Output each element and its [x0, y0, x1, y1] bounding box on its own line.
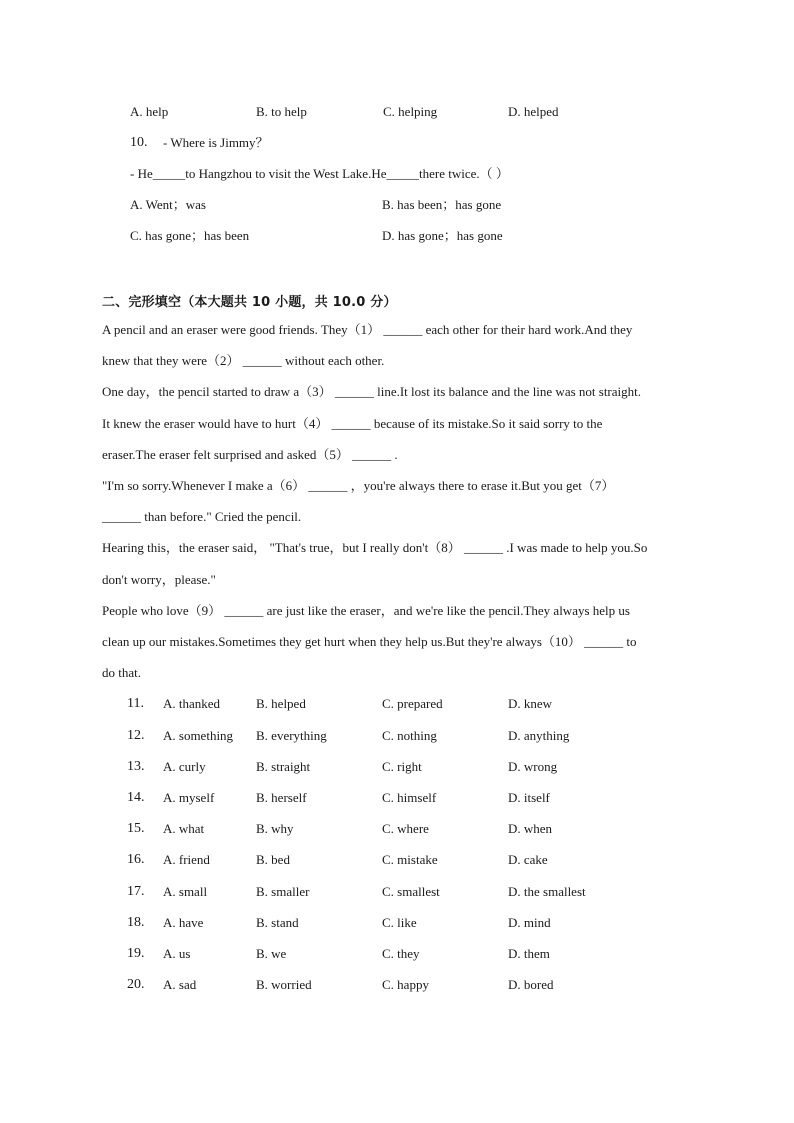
option-b: B. why — [256, 821, 294, 836]
option-d: D. itself — [508, 790, 550, 805]
passage-line: It knew the eraser would have to hurt（4） ______ because of its mistake.So it said sorry to the — [102, 416, 603, 431]
passage-line: do that. — [102, 665, 141, 680]
passage-line: One day，the pencil started to draw a（3） ______ line.It lost its balance and the line was not straight. — [102, 384, 642, 399]
question-number: 11. — [127, 696, 144, 711]
q10-option-c: C. has gone；has been — [130, 228, 250, 243]
q9-option-c: C. helping — [383, 104, 438, 119]
option-b: B. herself — [256, 790, 307, 805]
option-c: C. mistake — [382, 852, 438, 867]
option-b: B. straight — [256, 759, 311, 774]
q10-line2: - He_____to Hangzhou to visit the West Lake.He_____there twice.（ ） — [130, 166, 509, 181]
q10-option-a: A. Went；was — [130, 197, 206, 212]
option-a: A. myself — [163, 790, 215, 805]
option-d: D. when — [508, 821, 553, 836]
option-d: D. them — [508, 946, 550, 961]
option-a: A. something — [163, 728, 234, 743]
option-a: A. curly — [163, 759, 206, 774]
option-c: C. prepared — [382, 696, 443, 711]
question-number: 18. — [127, 915, 145, 930]
passage-line: knew that they were（2） ______ without each other. — [102, 353, 385, 368]
option-c: C. like — [382, 915, 417, 930]
option-a: A. small — [163, 884, 208, 899]
option-d: D. mind — [508, 915, 551, 930]
option-d: D. cake — [508, 852, 548, 867]
option-b: B. worried — [256, 977, 312, 992]
option-b: B. stand — [256, 915, 299, 930]
question-number: 14. — [127, 790, 145, 805]
passage-line: A pencil and an eraser were good friends. They（1） ______ each other for their hard work.And they — [102, 322, 633, 337]
option-c: C. himself — [382, 790, 437, 805]
option-c: C. they — [382, 946, 420, 961]
passage-line: eraser.The eraser felt surprised and asked（5） ______ . — [102, 447, 398, 462]
option-d: D. knew — [508, 696, 553, 711]
passage-line: "I'm so sorry.Whenever I make a（6） ______ ，you're always there to erase it.But you get（7） — [102, 478, 615, 493]
option-a: A. thanked — [163, 696, 221, 711]
passage-line: clean up our mistakes.Sometimes they get hurt when they help us.But they're always（10） ______ to — [102, 634, 637, 649]
option-b: B. smaller — [256, 884, 310, 899]
question-number: 17. — [127, 884, 145, 899]
option-d: D. anything — [508, 728, 570, 743]
question-number: 19. — [127, 946, 145, 961]
passage-line: Hearing this，the eraser said， "That's true，but I really don't（8） ______ .I was made to help you.So — [102, 540, 648, 555]
option-b: B. bed — [256, 852, 290, 867]
q9-option-d: D. helped — [508, 104, 559, 119]
q10-option-d: D. has gone；has gone — [382, 228, 503, 243]
question-number: 12. — [127, 728, 145, 743]
option-d: D. the smallest — [508, 884, 586, 899]
question-number: 13. — [127, 759, 145, 774]
question-number: 15. — [127, 821, 145, 836]
question-number: 16. — [127, 852, 145, 867]
option-d: D. bored — [508, 977, 554, 992]
option-a: A. us — [163, 946, 191, 961]
q9-option-a: A. help — [130, 104, 169, 119]
option-b: B. we — [256, 946, 287, 961]
question-number: 20. — [127, 977, 145, 992]
q10-number: 10. — [130, 135, 148, 150]
option-a: A. friend — [163, 852, 210, 867]
option-c: C. happy — [382, 977, 429, 992]
q10-line1: - Where is Jimmy？ — [163, 135, 269, 150]
q9-option-b: B. to help — [256, 104, 307, 119]
option-a: A. what — [163, 821, 205, 836]
option-c: C. right — [382, 759, 422, 774]
q10-option-b: B. has been；has gone — [382, 197, 502, 212]
option-c: C. where — [382, 821, 429, 836]
option-a: A. have — [163, 915, 204, 930]
passage-line: don't worry，please." — [102, 572, 216, 587]
passage-line: ______ than before." Cried the pencil. — [102, 509, 302, 524]
passage-line: People who love（9） ______ are just like the eraser，and we're like the pencil.They always help us — [102, 603, 630, 618]
option-b: B. everything — [256, 728, 327, 743]
section-heading: 二、完形填空（本大题共 10 小题，共 10.0 分） — [102, 295, 397, 310]
option-c: C. nothing — [382, 728, 437, 743]
option-c: C. smallest — [382, 884, 440, 899]
option-d: D. wrong — [508, 759, 558, 774]
option-a: A. sad — [163, 977, 197, 992]
option-b: B. helped — [256, 696, 306, 711]
